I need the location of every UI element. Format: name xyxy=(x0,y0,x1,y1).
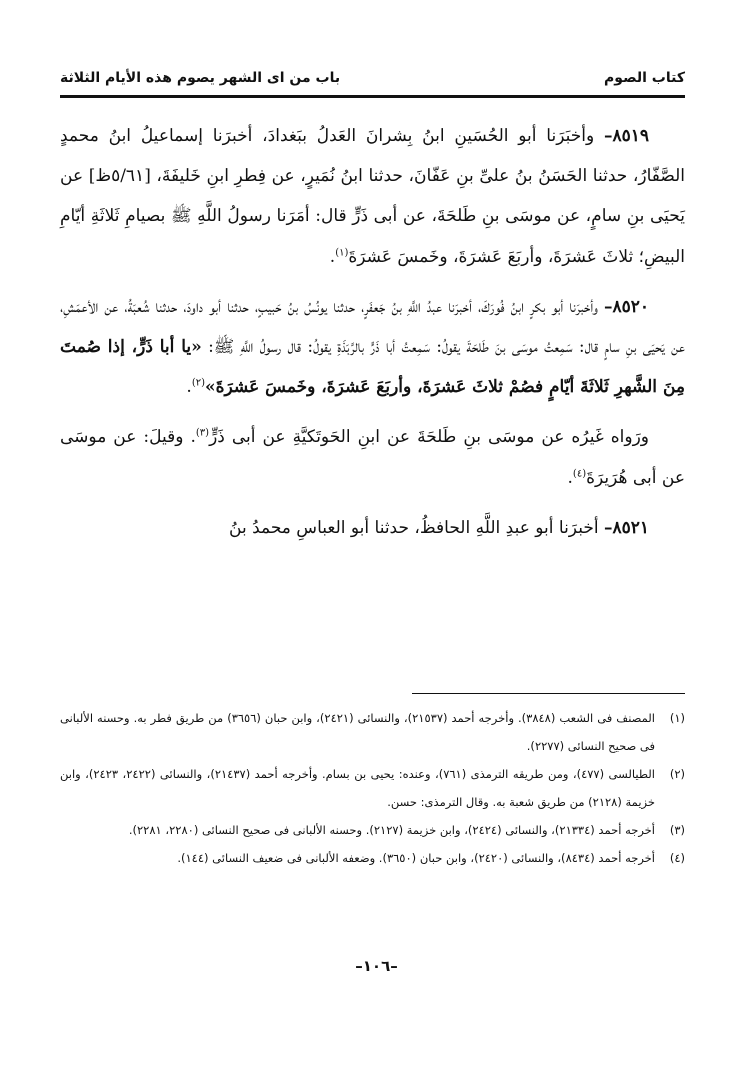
hadith-text: وأخبَرَنا أبو الحُسَينِ ابنُ بِشرانَ العَدلُ ببَغدادَ، أخبرَنا إسماعيلُ ابنُ محمدٍ الصَّفّارُ، حدثنا الحَسَنُ بنُ علىِّ بنِ عَفّانَ، حدثنا ابنُ نُمَيرٍ، عن فِطرِ ابنِ خَليفَةَ، [٥/٦١ظ] عن يَحيَى بنِ سامٍ، عن موسَى بنِ طَلحَةَ، عن أبى ذَرٍّ قال: أمَرَنا رسولُ اللَّهِ ﷺ بصيامِ ثَلاثَةِ أيّامِ البيضِ؛ ثلاثَ عَشرَةَ، وأربَعَ عَشرَةَ، وخَمسَ عَشرَةَ xyxy=(60,126,685,267)
sentence-end: . xyxy=(567,467,573,488)
footnote-separator xyxy=(412,693,685,694)
page-number: –١٠٦– xyxy=(355,957,398,975)
footnote-item xyxy=(60,844,685,872)
footnote-text: الطيالسى (٤٧٧)، ومن طريقه الترمذى (٧٦١)، وعنده: يحيى بن بسام. وأخرجه أحمد (٢١٤٣٧)، والنسائى (٢٤٢٢، ٢٤٢٣)، وابن خزيمة (٢١٢٨) من طريق شعبة به. وقال الترمذى: حسن. xyxy=(60,767,655,809)
footnote-mark: (٤) xyxy=(669,851,685,865)
book-title: كتاب الصوم xyxy=(604,70,685,86)
footnote-ref[interactable]: (١) xyxy=(335,246,349,258)
hadith-8521 xyxy=(60,508,685,548)
footnote-item xyxy=(60,816,685,844)
footnote-item xyxy=(60,704,685,760)
footnote-text: المصنف فى الشعب (٣٨٤٨). وأخرجه أحمد (٢١٥٣٧)، والنسائى (٢٤٢١)، وابن حبان (٣٦٥٦) من طريق فطر به. وحسنه الألبانى فى صحيح النسائى (٢٢٧٧). xyxy=(60,711,655,753)
footnote-text: أخرجه أحمد (٢١٣٣٤)، والنسائى (٢٤٢٤)، وابن خزيمة (٢١٢٧). وحسنه الألبانى فى صحيح النسائى (٢٢٨٠، ٢٢٨١). xyxy=(128,823,655,837)
variant-text: ورَواه غَيرُه عن موسَى بنِ طَلحَةَ عن ابنِ الحَوتَكيَّةِ عن أبى ذَرٍّ xyxy=(209,427,649,448)
footnote-ref[interactable]: (٣) xyxy=(195,427,210,439)
chapter-title: باب من اى الشهر يصوم هذه الأيام الثلاثة xyxy=(60,70,341,86)
variant-note xyxy=(60,417,685,497)
hadith-text: أخبرَنا أبو عبدِ اللَّهِ الحافظُ، حدثنا أبو العباسِ محمدُ بنُ xyxy=(229,517,599,538)
sentence-end: . xyxy=(186,377,192,398)
hadith-8520 xyxy=(60,287,685,408)
hadith-text: وأخبرَنا أبو بكرٍ ابنُ فُورَكَ، أخبرَنا عبدُ اللَّهِ بنُ جَعفَرٍ، حدثنا يونُسُ بنُ حَبيبٍ، حدثنا أبو داودَ، حدثنا شُعبَةُ، عن الأعمَشِ، عن يَحيَى بنِ سامٍ قال: سَمِعتُ موسَى بنَ طَلحَةَ يقولُ: سَمِعتُ أبا ذَرٍّ بالرَّبَذَةِ يقولُ: قال رسولُ اللَّهِ ﷺ: xyxy=(60,296,686,358)
main-text xyxy=(60,116,685,548)
hadith-8519 xyxy=(60,116,685,277)
prophetic-quote: «يا أبا ذَرٍّ، إذا صُمتَ مِنَ الشَّهرِ ثَلاثَةَ أيّامٍ فصُمْ ثلاثَ عَشرَةَ، وأربَعَ عَشرَةَ، وخَمسَ عَشرَةَ» xyxy=(60,337,685,398)
footnote-item xyxy=(60,760,685,816)
footnote-mark: (٣) xyxy=(669,823,685,837)
footnote-text: أخرجه أحمد (٨٤٣٤)، والنسائى (٢٤٢٠)، وابن حبان (٣٦٥٠). وضعفه الألبانى فى ضعيف النسائى (١٤٤). xyxy=(177,851,655,865)
running-header xyxy=(60,64,685,92)
hadith-number: ٨٥١٩– xyxy=(603,126,649,146)
footnote-ref[interactable]: (٤) xyxy=(572,467,587,479)
header-rule xyxy=(60,95,685,98)
hadith-number: ٨٥٢١– xyxy=(603,517,649,538)
footnote-mark: (٢) xyxy=(669,767,685,781)
footnote-mark: (١) xyxy=(669,711,685,725)
hadith-number: ٨٥٢٠– xyxy=(603,296,650,317)
footnotes xyxy=(60,704,685,872)
footnote-ref[interactable]: (٢) xyxy=(191,377,206,389)
variant-text: . وقيلَ: عن موسَى عن أبى هُرَيرَةَ xyxy=(60,427,685,488)
sentence-end: . xyxy=(329,246,336,267)
